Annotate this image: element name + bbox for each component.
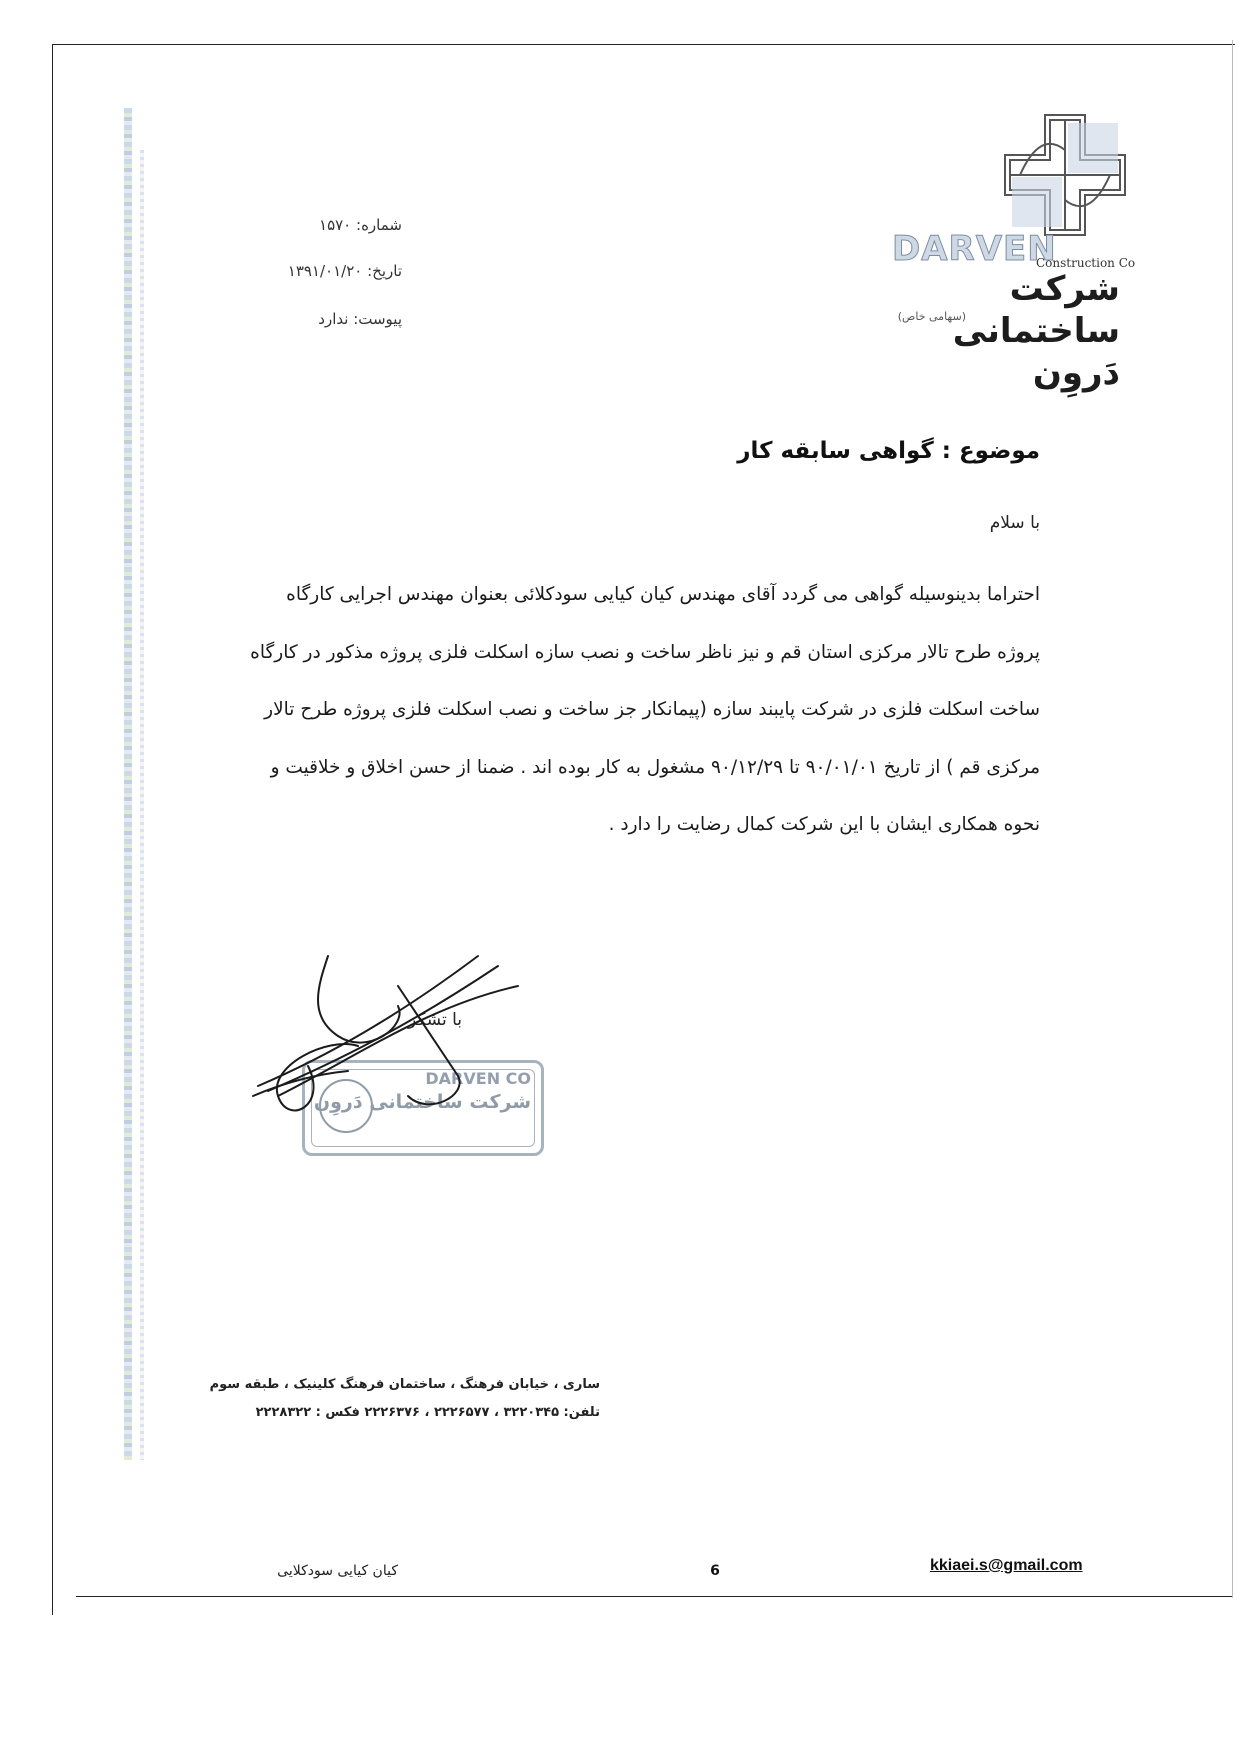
letter-body-line: نحوه همکاری ایشان با این شرکت کمال رضایت را دارد . (608, 814, 1040, 835)
letter-attachment: پیوست: ندارد (318, 310, 402, 328)
scan-edge-strip-secondary (140, 150, 144, 1460)
page-frame-right (1232, 40, 1233, 1598)
stamp-company-text: شرکت ساختمانی دَروِن (313, 1091, 531, 1113)
letter-body-line: مرکزی قم ) از تاریخ ۹۰/۰۱/۰۱ تا ۹۰/۱۲/۲۹ مشغول به کار بوده اند . ضمنا از حسن اخلاق و خلاقیت و (270, 757, 1040, 778)
company-phone-fax: تلفن: ۳۲۲۰۳۴۵ ، ۲۲۲۶۵۷۷ ، ۲۲۲۶۳۷۶ فکس : ۲۲۲۸۳۲۲ (255, 1405, 600, 1420)
footer-author-name: کیان کیایی سودکلایی (277, 1563, 398, 1579)
letter-number: شماره: ۱۵۷۰ (319, 216, 402, 234)
scan-edge-strip (124, 108, 132, 1460)
footer-page-number: 6 (710, 1563, 720, 1579)
company-address: ساری ، خیابان فرهنگ ، ساختمان فرهنگ کلینیک ، طبقه سوم (209, 1377, 600, 1392)
logo-company-name: شرکت ساختمانی دَروِن (952, 269, 1120, 393)
letter-closing: با تشکر (408, 1010, 462, 1030)
letter-body-line: پروژه طرح تالار مرکزی استان قم و نیز ناظر ساخت و نصب سازه اسکلت فلزی پروژه مذکور در کارگاه (250, 642, 1040, 663)
letter-subject: موضوع : گواهی سابقه کار (737, 438, 1040, 464)
footer-email-link[interactable]: kkiaei.s@gmail.com (930, 1557, 1083, 1574)
letter-body-line: ساخت اسکلت فلزی در شرکت پایبند سازه (پیمانکار جز ساخت و نصب اسکلت فلزی پروژه طرح تالار (264, 699, 1040, 720)
logo-latin-text: DARVEN (892, 229, 1057, 269)
handwritten-signature (248, 946, 548, 1136)
letter-greeting: با سلام (989, 513, 1040, 533)
letter-body-line: احتراما بدینوسیله گواهی می گردد آقای مهندس کیان کیایی سودکلائی بعنوان مهندس اجرایی کارگاه (286, 584, 1040, 605)
logo-company-type: (سهامی خاص) (897, 310, 966, 323)
company-logo-icon (1000, 110, 1130, 240)
page-frame-bottom (76, 1596, 1232, 1597)
logo-construction-text: Construction Co (1036, 256, 1136, 270)
letter-date: تاریخ: ۱۳۹۱/۰۱/۲۰ (287, 262, 402, 280)
stamp-latin-text: DARVEN CO (425, 1069, 531, 1088)
